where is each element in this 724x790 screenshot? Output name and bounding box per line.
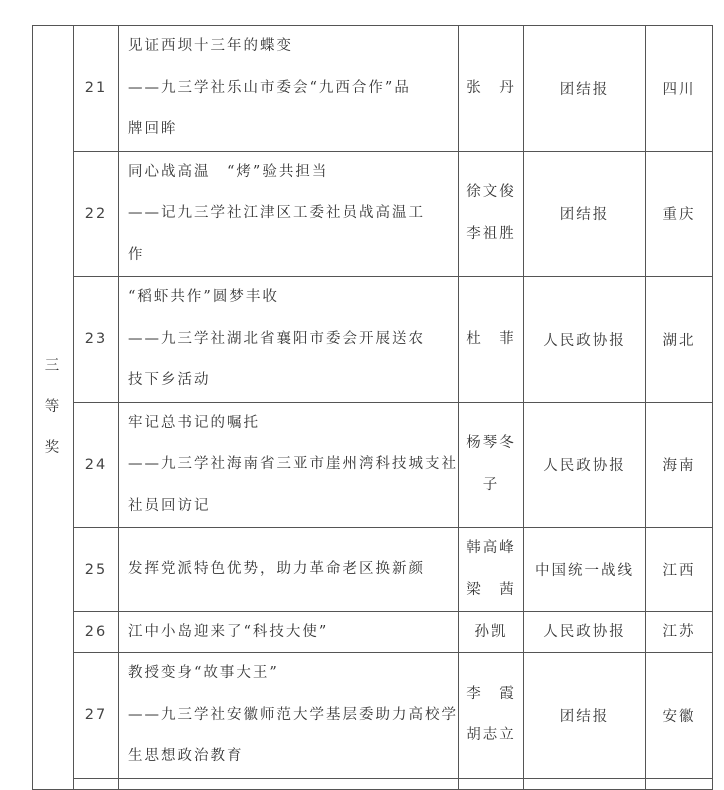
entry-region: 安徽 [646, 653, 713, 779]
entry-author [459, 778, 524, 789]
award-level-char: 奖 [44, 439, 62, 456]
title-line: ——九三学社海南省三亚市崖州湾科技城支社 [128, 456, 458, 472]
entry-newspaper [524, 778, 646, 789]
entry-number [74, 778, 119, 789]
entry-region: 江西 [646, 528, 713, 612]
title-line: 发挥党派特色优势，助力革命老区换新颜 [128, 560, 425, 577]
table-row [33, 612, 713, 653]
table-row [33, 277, 713, 403]
title-line: 生思想政治教育 [128, 748, 244, 764]
table-row [33, 653, 713, 779]
author-name: 李 霞 [466, 685, 516, 702]
title-line: 牌回眸 [128, 121, 178, 137]
entry-title [119, 528, 459, 612]
award-level-char: 三 [44, 357, 62, 374]
entry-title [119, 778, 459, 789]
entry-newspaper: 中国统一战线 [524, 528, 646, 612]
author-name: 孙凯 [474, 624, 508, 640]
title-line: 牢记总书记的嘱托 [128, 414, 260, 431]
table-row-partial [33, 778, 713, 789]
title-line: 江中小岛迎来了“科技大使” [128, 624, 329, 640]
title-line: 教授变身“故事大王” [128, 665, 279, 681]
entry-author [459, 528, 524, 612]
author-name: 杜 菲 [466, 330, 516, 347]
entry-number: 27 [74, 653, 119, 779]
entry-region [646, 778, 713, 789]
award-level-cell [33, 26, 74, 790]
entry-region: 江苏 [646, 612, 713, 653]
entry-region: 湖北 [646, 277, 713, 403]
table-row [33, 26, 713, 152]
entry-author [459, 653, 524, 779]
author-name: 梁 茜 [466, 581, 516, 598]
title-line: ——九三学社乐山市委会“九西合作”品 [128, 79, 411, 96]
entry-title [119, 402, 459, 528]
entry-author [459, 151, 524, 277]
entry-region: 四川 [646, 26, 713, 152]
title-line: ——记九三学社江津区工委社员战高温工 [128, 205, 425, 221]
entry-title [119, 612, 459, 653]
title-line: 技下乡活动 [128, 372, 211, 388]
entry-author [459, 612, 524, 653]
entry-author [459, 402, 524, 528]
author-name: 张 丹 [466, 79, 516, 96]
entry-newspaper: 人民政协报 [524, 402, 646, 528]
entry-number: 26 [74, 612, 119, 653]
entry-number: 22 [74, 151, 119, 277]
entry-region: 重庆 [646, 151, 713, 277]
award-table [32, 25, 713, 790]
entry-author [459, 277, 524, 403]
title-line: 同心战高温 “烤”验共担当 [128, 163, 329, 180]
entry-newspaper: 团结报 [524, 653, 646, 779]
entry-number: 21 [74, 26, 119, 152]
entry-newspaper: 团结报 [524, 26, 646, 152]
entry-newspaper: 人民政协报 [524, 277, 646, 403]
title-line: “稻虾共作”圆梦丰收 [128, 289, 279, 305]
author-name: 徐文俊 [466, 184, 516, 201]
table-row [33, 151, 713, 277]
entry-title [119, 653, 459, 779]
entry-author [459, 26, 524, 152]
entry-title [119, 26, 459, 152]
author-name: 杨琴冬 [466, 435, 516, 452]
title-line: ——九三学社湖北省襄阳市委会开展送农 [128, 330, 425, 347]
entry-title [119, 277, 459, 403]
author-name: 韩高峰 [466, 540, 516, 556]
entry-number: 24 [74, 402, 119, 528]
author-name: 胡志立 [466, 727, 516, 744]
award-level-char: 等 [44, 398, 62, 415]
table-row [33, 402, 713, 528]
author-name: 子 [482, 476, 500, 493]
title-line: ——九三学社安徽师范大学基层委助力高校学 [128, 706, 458, 723]
entry-newspaper: 团结报 [524, 151, 646, 277]
title-line: 见证西坝十三年的蝶变 [128, 38, 293, 54]
table-row [33, 528, 713, 612]
entry-newspaper: 人民政协报 [524, 612, 646, 653]
author-name: 李祖胜 [466, 225, 516, 242]
entry-number: 25 [74, 528, 119, 612]
title-line: 作 [128, 246, 145, 263]
entry-title [119, 151, 459, 277]
entry-number: 23 [74, 277, 119, 403]
title-line: 社员回访记 [128, 497, 211, 514]
entry-region: 海南 [646, 402, 713, 528]
